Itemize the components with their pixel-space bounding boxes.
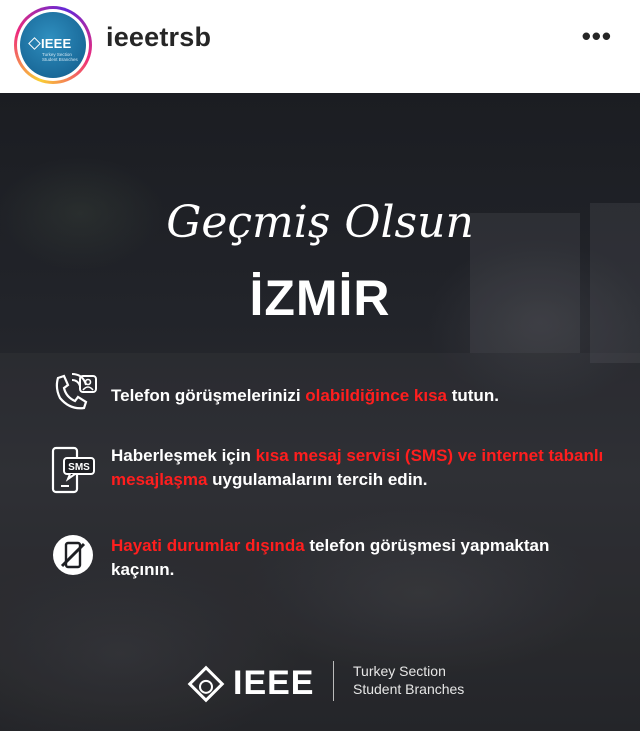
phone-call-icon (50, 370, 100, 416)
avatar[interactable] (14, 6, 92, 84)
post-header (0, 0, 640, 93)
post-image[interactable]: Geçmiş Olsun İZMİR Telefon görüşmelerinizi olabildiğince kısa tutun. SMS Haberleşmek için kısa mesaj servisi (SMS) ve internet tabanlı mesajlaşma uygulamalarını tercih edin. Hayati durumlar dışında telefon görüşmesi yapmaktan kaçının. IEEE Turkey Section Student Branches (0, 93, 640, 731)
username[interactable]: ieeetrsb (106, 22, 212, 52)
footer-logo-text: IEEE (233, 664, 315, 702)
ieee-avatar-logo (20, 12, 86, 78)
more-options-icon[interactable]: ••• (581, 21, 612, 51)
avatar-logo-text: IEEE (41, 36, 72, 51)
sms-phone-icon (50, 444, 102, 500)
ieee-footer-logo (193, 664, 314, 703)
city-name: İZMİR (249, 270, 391, 326)
footer-subtitle (353, 662, 464, 698)
no-phone-icon (50, 532, 96, 578)
footer-divider (333, 661, 334, 701)
sms-label: SMS (68, 462, 90, 473)
ieee-diamond-icon (28, 37, 41, 50)
footer-sub-line1: Turkey Section (353, 663, 446, 679)
avatar-subtitle: Turkey Section Student Branches (42, 52, 78, 62)
post-title: Geçmiş Olsun (166, 197, 474, 248)
footer-sub-line2: Student Branches (353, 681, 465, 697)
ieee-diamond-icon (188, 665, 225, 702)
